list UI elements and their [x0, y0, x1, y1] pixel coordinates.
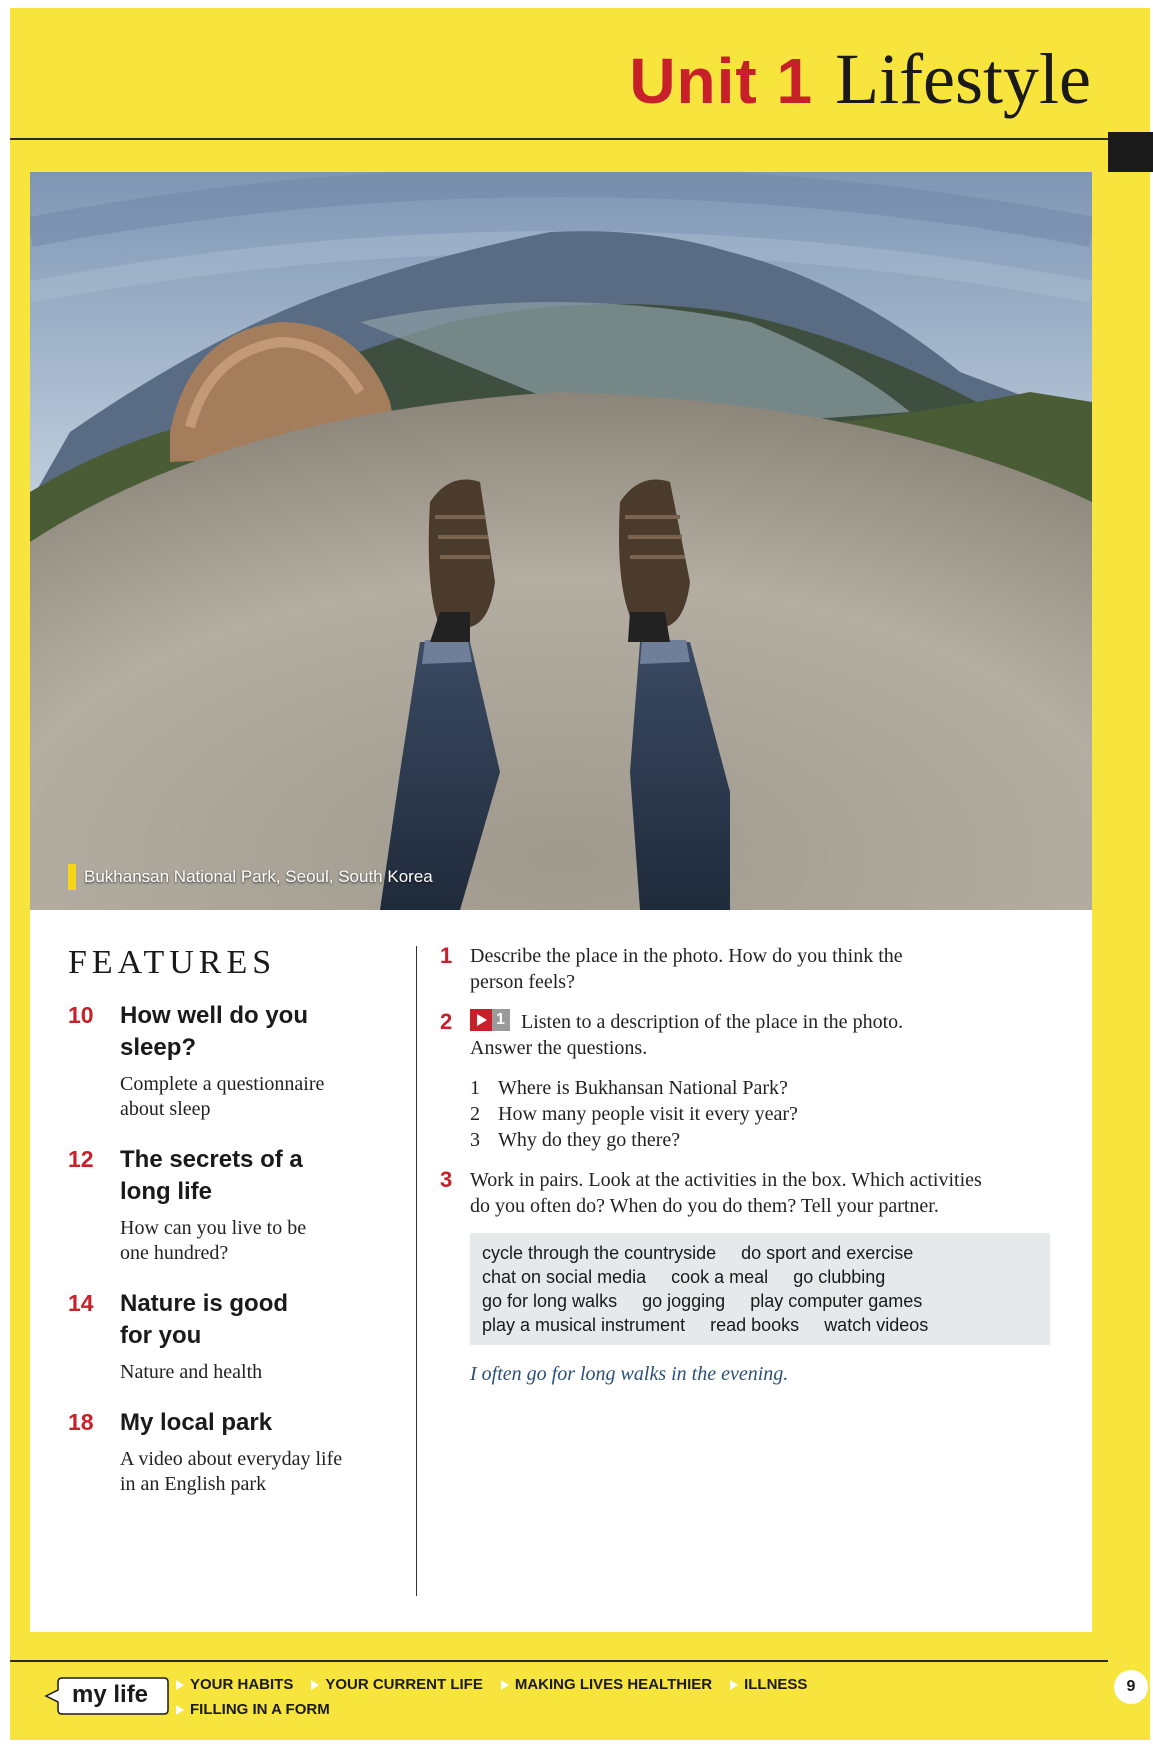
instruction-line: person feels? [470, 971, 575, 993]
activity-row [482, 1241, 1038, 1265]
question-text: How many people visit it every year? [498, 1103, 798, 1125]
activity-phrase: cycle through the countryside [482, 1243, 717, 1263]
feature-description-line: Nature and health [120, 1361, 263, 1383]
activity-phrase: read books [710, 1315, 800, 1335]
feature-description [120, 1216, 388, 1266]
example-sentence: I often go for long walks in the evening. [470, 1363, 789, 1385]
activity-phrase: go jogging [642, 1291, 726, 1311]
caption-marker [68, 864, 76, 890]
exercises [440, 943, 1070, 1400]
instruction-line: Answer the questions. [470, 1037, 648, 1059]
question-text: Where is Bukhansan National Park? [498, 1077, 788, 1099]
page-edge [0, 0, 10, 1747]
arrow-icon [501, 1680, 509, 1690]
footer-link[interactable] [176, 1701, 330, 1718]
exercise-1 [440, 943, 1070, 995]
audio-track-number: 1 [492, 1009, 510, 1031]
exercise-number: 3 [440, 1167, 453, 1192]
arrow-icon [311, 1680, 319, 1690]
unit-title: Lifestyle [835, 39, 1091, 119]
question-text: Why do they go there? [498, 1129, 681, 1151]
activity-box [470, 1233, 1050, 1345]
question-number: 2 [470, 1103, 480, 1125]
activity-row [482, 1265, 1038, 1289]
feature-description-line: A video about everyday life [120, 1448, 343, 1470]
feature-page-number: 10 [68, 1002, 94, 1028]
activity-row [482, 1289, 1038, 1313]
footer-link-label: ILLNESS [744, 1676, 808, 1693]
unit-heading [629, 38, 1091, 118]
feature-title [120, 1000, 388, 1064]
exercise-3 [440, 1167, 1070, 1386]
unit-number: Unit 1 [629, 45, 814, 117]
hiker-feet-photo [30, 172, 1092, 910]
exercise-2 [440, 1009, 1070, 1153]
footer-link-label: YOUR CURRENT LIFE [325, 1676, 483, 1693]
footer-link-label: YOUR HABITS [190, 1676, 294, 1693]
my-life-badge [40, 1674, 170, 1718]
footer-link[interactable] [176, 1676, 293, 1693]
feature-title [120, 1407, 388, 1439]
feature-description [120, 1072, 388, 1122]
exercise-number: 1 [440, 943, 453, 968]
my-life-label: my life [72, 1681, 149, 1708]
arrow-icon [176, 1680, 184, 1690]
feature-title-line: The secrets of a [120, 1146, 303, 1173]
footer-link[interactable] [501, 1676, 712, 1693]
feature-title-line: My local park [120, 1409, 273, 1436]
arrow-icon [176, 1705, 184, 1715]
feature-description-line: How can you live to be [120, 1217, 307, 1239]
footer-link-label: FILLING IN A FORM [190, 1701, 330, 1718]
audio-track-button[interactable] [470, 1009, 510, 1031]
instruction-line: do you often do? When do you do them? Tell your partner. [470, 1195, 939, 1217]
feature-item[interactable] [68, 1144, 388, 1266]
features-heading: FEATURES [68, 944, 277, 981]
feature-page-number: 12 [68, 1146, 94, 1172]
activity-phrase: go for long walks [482, 1291, 618, 1311]
activity-row [482, 1313, 1038, 1337]
feature-item[interactable] [68, 1000, 388, 1122]
exercise-instruction [470, 1167, 1070, 1219]
feature-title [120, 1144, 388, 1208]
feature-title-line: long life [120, 1178, 212, 1205]
features-list [68, 944, 388, 1519]
activity-phrase: play a musical instrument [482, 1315, 686, 1335]
instruction-line: Work in pairs. Look at the activities in the box. Which activities [470, 1169, 982, 1191]
page-number: 9 [1114, 1670, 1148, 1704]
feature-description [120, 1360, 388, 1385]
feature-description-line: Complete a questionnaire [120, 1073, 325, 1095]
feature-title-line: sleep? [120, 1034, 197, 1061]
page-tab-marker [1108, 132, 1153, 172]
exercise-instruction [470, 943, 1070, 995]
footer-link[interactable] [730, 1676, 807, 1693]
arrow-icon [730, 1680, 738, 1690]
feature-page-number: 18 [68, 1409, 94, 1435]
footer-rule [10, 1660, 1108, 1662]
feature-description-line: one hundred? [120, 1242, 229, 1264]
question-list [470, 1075, 1070, 1153]
footer-link[interactable] [311, 1676, 483, 1693]
column-divider [416, 946, 417, 1596]
feature-item[interactable] [68, 1288, 388, 1385]
photo-caption [68, 862, 433, 892]
instruction-text: Listen to a description of the place in the photo. [521, 1011, 904, 1033]
activity-phrase: go clubbing [793, 1267, 886, 1287]
feature-description-line: in an English park [120, 1473, 267, 1495]
exercise-number: 2 [440, 1009, 453, 1034]
feature-page-number: 14 [68, 1290, 94, 1316]
unit-photo [30, 172, 1092, 910]
feature-item[interactable] [68, 1407, 388, 1497]
footer-link-row [176, 1672, 976, 1697]
feature-title-line: for you [120, 1322, 202, 1349]
question-item [470, 1127, 1070, 1153]
feature-description [120, 1447, 388, 1497]
activity-phrase: cook a meal [671, 1267, 769, 1287]
exercise-instruction [470, 1009, 1070, 1061]
feature-title [120, 1288, 388, 1352]
feature-title-line: Nature is good [120, 1290, 289, 1317]
activity-phrase: do sport and exercise [741, 1243, 914, 1263]
header-rule [10, 138, 1108, 140]
instruction-line [470, 1009, 1070, 1035]
play-icon [470, 1009, 492, 1031]
activity-phrase: watch videos [824, 1315, 929, 1335]
question-item [470, 1101, 1070, 1127]
footer-link-label: MAKING LIVES HEALTHIER [514, 1676, 713, 1693]
footer-links [176, 1672, 976, 1722]
question-number: 3 [470, 1129, 480, 1151]
activity-phrase: chat on social media [482, 1267, 647, 1287]
content-panel [30, 910, 1092, 1632]
question-number: 1 [470, 1077, 480, 1099]
question-item [470, 1075, 1070, 1101]
activity-phrase: play computer games [750, 1291, 923, 1311]
feature-description-line: about sleep [120, 1098, 211, 1120]
instruction-line: Describe the place in the photo. How do you think the [470, 945, 903, 967]
footer-link-row [176, 1697, 976, 1722]
feature-title-line: How well do you [120, 1002, 309, 1029]
caption-text: Bukhansan National Park, Seoul, South Korea [84, 867, 433, 886]
